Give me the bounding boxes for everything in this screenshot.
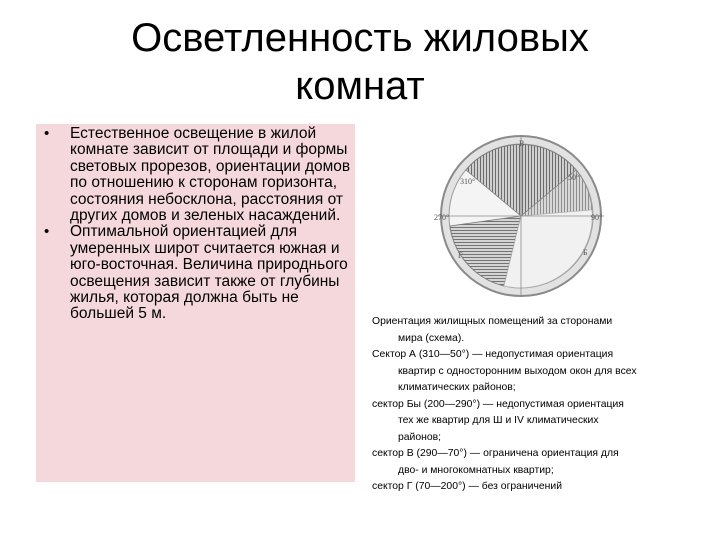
caption-line: квартир с односторонним выходом окон для всех xyxy=(398,365,637,377)
label-south: Б xyxy=(583,248,588,257)
caption-line: Ориентация жилищных помещений за сторонами xyxy=(372,316,613,327)
diagram-caption xyxy=(372,314,692,496)
bullet-item-1: • Естественное освещение в жилой комнате зависит от площади и формы световых прорезов, ориентации домов по отношению к сторонам горизонта, состояния небосклона, расстояния от других домов и зеленых насаждений. xyxy=(44,126,354,224)
orientation-diagram xyxy=(416,130,636,310)
title-line-2: комнат xyxy=(295,64,425,108)
label-west: 270° xyxy=(434,213,450,222)
slide-title xyxy=(60,14,660,110)
caption-line: мира (схема). xyxy=(398,332,465,344)
label-east: 90° xyxy=(591,213,603,222)
caption-line: дво- и многокомнатных квартир; xyxy=(398,464,554,476)
caption-line: Сектор А (310—50°) — недопустимая ориентация xyxy=(372,349,614,360)
caption-line: тех же квартир для Ш и IV климатических xyxy=(398,415,599,426)
label-north: В xyxy=(519,139,525,148)
bullet-item-2: • Оптимальной ориентацией для умеренных широт считается южная и юго-восточная. Величина природнього освещения зависит также от глубины жилья, которая должна быть не большей 5 м. xyxy=(44,224,354,322)
title-line-1: Осветленность жиловых xyxy=(131,16,589,60)
label-sw: Г xyxy=(458,251,463,260)
caption-line: климатических районов; xyxy=(398,382,516,393)
caption-line: сектор Г (70—200°) — без ограничений xyxy=(372,481,563,492)
caption-line: сектор В (290—70°) — ограничена ориентация для xyxy=(372,448,619,459)
caption-line: районов; xyxy=(398,431,442,443)
label-ne: 50° xyxy=(568,173,580,182)
label-nw: 310° xyxy=(460,177,476,186)
caption-line: сектор Бы (200—290°) — недопустимая ориентация xyxy=(372,398,624,410)
bullet-list xyxy=(44,126,354,323)
